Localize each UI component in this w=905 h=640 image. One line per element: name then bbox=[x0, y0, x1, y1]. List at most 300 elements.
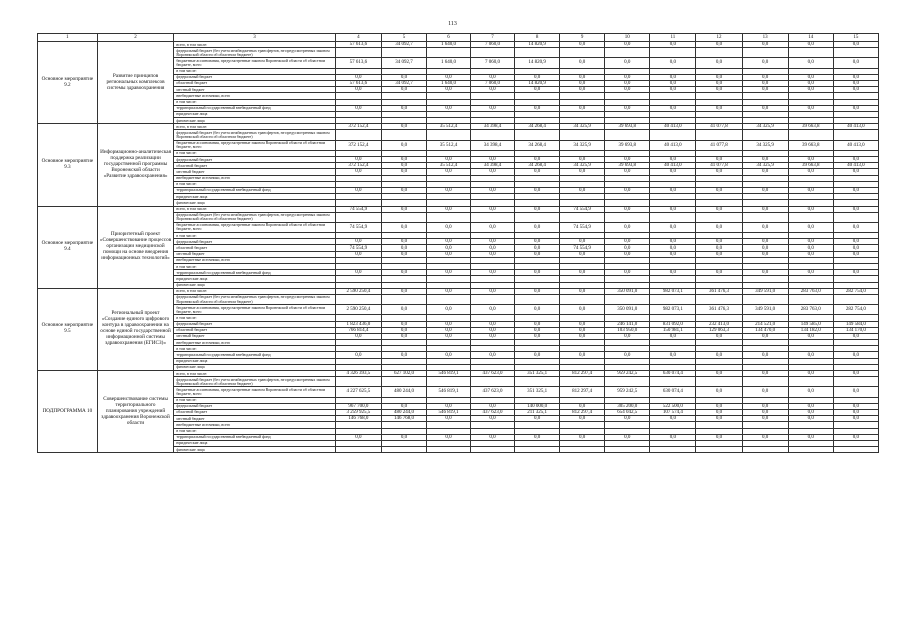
value-cell: 0,0 bbox=[742, 187, 788, 193]
value-cell: 0,0 bbox=[788, 409, 833, 415]
value-cell bbox=[381, 48, 426, 58]
value-cell: 0,0 bbox=[335, 352, 381, 358]
value-cell bbox=[788, 294, 833, 304]
row-label: в том числе: bbox=[174, 181, 335, 187]
value-cell: 0,0 bbox=[381, 251, 426, 257]
row-label: юридические лица bbox=[174, 358, 335, 364]
value-cell: 0,0 bbox=[381, 321, 426, 327]
value-cell: 0,0 bbox=[427, 245, 471, 251]
row-label: областной бюджет bbox=[174, 327, 335, 333]
value-cell: 0,0 bbox=[742, 206, 788, 212]
value-cell bbox=[650, 447, 696, 453]
value-cell: 0,0 bbox=[833, 74, 878, 80]
value-cell: 0,0 bbox=[427, 305, 471, 315]
value-cell bbox=[427, 294, 471, 304]
row-label: внебюджетные источники, всего bbox=[174, 257, 335, 263]
row-label: областной бюджет bbox=[174, 80, 335, 86]
value-cell: 372 152,4 bbox=[335, 124, 381, 130]
value-cell: 0,0 bbox=[833, 245, 878, 251]
value-cell: 7 060,0 bbox=[471, 80, 515, 86]
value-cell: 134 470,0 bbox=[742, 327, 788, 333]
value-cell: 0,0 bbox=[515, 245, 560, 251]
value-cell: 0,0 bbox=[788, 74, 833, 80]
value-cell bbox=[696, 294, 742, 304]
row-label: бюджетные ассигнования, предусмотренные законом Воронежской области об областном бюджете, всего bbox=[174, 140, 335, 150]
value-cell bbox=[605, 447, 650, 453]
value-cell: 0,0 bbox=[515, 434, 560, 440]
value-cell: 41 077,8 bbox=[696, 163, 742, 169]
value-cell bbox=[427, 130, 471, 140]
value-cell bbox=[742, 212, 788, 222]
value-cell: 0,0 bbox=[742, 105, 788, 111]
row-label: юридические лица bbox=[174, 276, 335, 282]
value-cell: 0,0 bbox=[427, 105, 471, 111]
value-cell: 372 152,4 bbox=[335, 140, 381, 150]
value-cell bbox=[742, 130, 788, 140]
value-cell: 437 623,0 bbox=[471, 409, 515, 415]
value-cell: 0,0 bbox=[515, 416, 560, 422]
value-cell: 0,0 bbox=[742, 387, 788, 397]
value-cell bbox=[381, 377, 426, 387]
value-cell: 0,0 bbox=[696, 74, 742, 80]
value-cell: 0,0 bbox=[335, 157, 381, 163]
value-cell: 0,0 bbox=[833, 434, 878, 440]
value-cell: 0,0 bbox=[742, 245, 788, 251]
value-cell: 0,0 bbox=[381, 87, 426, 93]
value-cell: 14 820,9 bbox=[515, 42, 560, 48]
row-label: областной бюджет bbox=[174, 409, 335, 415]
value-cell: 0,0 bbox=[833, 206, 878, 212]
row-label: в том числе: bbox=[174, 233, 335, 239]
value-cell: 0,0 bbox=[696, 352, 742, 358]
row-label: территориальный государственный внебюджетный фонд bbox=[174, 352, 335, 358]
value-cell: 34 268,4 bbox=[515, 124, 560, 130]
measure-code: ПОДПРОГРАММА 10 bbox=[38, 371, 98, 453]
value-cell bbox=[833, 294, 878, 304]
value-cell: 39 693,8 bbox=[605, 124, 650, 130]
value-cell bbox=[560, 48, 605, 58]
value-cell: 283 763,0 bbox=[788, 305, 833, 315]
value-cell: 0,0 bbox=[605, 42, 650, 48]
value-cell bbox=[560, 377, 605, 387]
value-cell: 0,0 bbox=[650, 206, 696, 212]
value-cell: 0,0 bbox=[471, 239, 515, 245]
row-label: федеральный бюджет (без учета межбюджетных трансфертов, не предусмотренных законом Воронежской области об областном бюджете) bbox=[174, 377, 335, 387]
value-cell: 0,0 bbox=[427, 239, 471, 245]
value-cell: 437 623,0 bbox=[471, 387, 515, 397]
value-cell: 146 768,0 bbox=[381, 416, 426, 422]
value-cell bbox=[471, 130, 515, 140]
row-label: федеральный бюджет bbox=[174, 157, 335, 163]
value-cell: 0,0 bbox=[381, 333, 426, 339]
value-cell: 0,0 bbox=[833, 416, 878, 422]
value-cell: 74 554,9 bbox=[560, 206, 605, 212]
value-cell: 149 584,0 bbox=[833, 321, 878, 327]
value-cell: 351 325,1 bbox=[515, 387, 560, 397]
value-cell: 3 259 925,5 bbox=[335, 409, 381, 415]
value-cell: 0,0 bbox=[833, 58, 878, 68]
value-cell bbox=[471, 447, 515, 453]
row-label: бюджетные ассигнования, предусмотренные законом Воронежской области об областном бюджете, всего bbox=[174, 387, 335, 397]
value-cell: 0,0 bbox=[788, 416, 833, 422]
value-cell: 0,0 bbox=[696, 409, 742, 415]
value-cell: 35 512,4 bbox=[427, 140, 471, 150]
value-cell bbox=[381, 294, 426, 304]
value-cell: 0,0 bbox=[742, 434, 788, 440]
value-cell: 39 693,8 bbox=[605, 140, 650, 150]
value-cell: 0,0 bbox=[605, 245, 650, 251]
value-cell: 630 074,4 bbox=[650, 387, 696, 397]
value-cell: 766 814,4 bbox=[335, 327, 381, 333]
value-cell: 0,0 bbox=[605, 239, 650, 245]
value-cell bbox=[833, 447, 878, 453]
value-cell: 0,0 bbox=[742, 333, 788, 339]
value-cell bbox=[742, 447, 788, 453]
value-cell: 0,0 bbox=[427, 288, 471, 294]
measure-title: Региональный проект «Создание единого цифрового контура в здравоохранении на основе единой государственной информационной системы здравоохранения (ЕГИСЗ)» bbox=[97, 288, 174, 370]
value-cell: 0,0 bbox=[471, 434, 515, 440]
row-label: федеральный бюджет bbox=[174, 403, 335, 409]
value-cell: 0,0 bbox=[427, 187, 471, 193]
value-cell: 0,0 bbox=[833, 239, 878, 245]
value-cell bbox=[471, 48, 515, 58]
value-cell: 14 820,9 bbox=[515, 58, 560, 68]
row-label: федеральный бюджет bbox=[174, 239, 335, 245]
value-cell: 350 091,0 bbox=[605, 305, 650, 315]
value-cell: 0,0 bbox=[427, 74, 471, 80]
value-cell: 34 268,4 bbox=[515, 163, 560, 169]
value-cell: 34 398,4 bbox=[471, 140, 515, 150]
measure-title: Совершенствование системы территориального планирования учреждений здравоохранения Воронежской области bbox=[97, 371, 174, 453]
row-label: юридические лица bbox=[174, 111, 335, 117]
value-cell: 0,0 bbox=[696, 169, 742, 175]
measure-code: Основное мероприятие 9.5 bbox=[38, 288, 98, 370]
row-label: физические лица bbox=[174, 364, 335, 370]
value-cell bbox=[471, 377, 515, 387]
value-cell: 0,0 bbox=[560, 87, 605, 93]
value-cell: 0,0 bbox=[471, 169, 515, 175]
header-cell: 7 bbox=[471, 34, 515, 42]
value-cell: 0,0 bbox=[696, 387, 742, 397]
budget-table bbox=[37, 33, 879, 453]
value-cell: 480 244,0 bbox=[381, 387, 426, 397]
value-cell: 0,0 bbox=[471, 305, 515, 315]
value-cell: 0,0 bbox=[515, 222, 560, 232]
value-cell: 0,0 bbox=[650, 157, 696, 163]
measure-title: Развитие принципов региональных комплексов системы здравоохранения bbox=[97, 42, 174, 124]
value-cell: 0,0 bbox=[560, 58, 605, 68]
value-cell bbox=[560, 294, 605, 304]
value-cell: 0,0 bbox=[560, 416, 605, 422]
value-cell: 0,0 bbox=[427, 169, 471, 175]
value-cell: 0,0 bbox=[471, 416, 515, 422]
value-cell: 0,0 bbox=[833, 352, 878, 358]
value-cell: 0,0 bbox=[605, 58, 650, 68]
row-label: юридические лица bbox=[174, 194, 335, 200]
row-label: местный бюджет bbox=[174, 333, 335, 339]
value-cell: 74 554,9 bbox=[335, 206, 381, 212]
value-cell bbox=[696, 377, 742, 387]
value-cell: 0,0 bbox=[833, 371, 878, 377]
value-cell: 57 613,6 bbox=[335, 58, 381, 68]
value-cell bbox=[742, 377, 788, 387]
value-cell: 0,0 bbox=[696, 157, 742, 163]
value-cell: 0,0 bbox=[560, 74, 605, 80]
value-cell bbox=[427, 377, 471, 387]
value-cell: 0,0 bbox=[335, 87, 381, 93]
value-cell: 0,0 bbox=[696, 251, 742, 257]
value-cell: 146 768,0 bbox=[335, 416, 381, 422]
value-cell: 831 092,0 bbox=[650, 321, 696, 327]
row-label: местный бюджет bbox=[174, 251, 335, 257]
value-cell: 0,0 bbox=[742, 80, 788, 86]
value-cell: 0,0 bbox=[788, 245, 833, 251]
value-cell: 349 591,0 bbox=[742, 305, 788, 315]
value-cell bbox=[650, 48, 696, 58]
value-cell: 149 585,0 bbox=[788, 321, 833, 327]
value-cell: 546 819,1 bbox=[427, 371, 471, 377]
value-cell: 959 242,5 bbox=[605, 371, 650, 377]
value-cell: 0,0 bbox=[833, 42, 878, 48]
value-cell: 57 613,6 bbox=[335, 80, 381, 86]
row-label: местный бюджет bbox=[174, 169, 335, 175]
value-cell: 0,0 bbox=[381, 105, 426, 111]
value-cell: 0,0 bbox=[560, 305, 605, 315]
value-cell: 0,0 bbox=[471, 206, 515, 212]
value-cell: 0,0 bbox=[605, 187, 650, 193]
value-cell: 41 077,8 bbox=[696, 140, 742, 150]
row-label: в том числе: bbox=[174, 264, 335, 270]
value-cell: 282 754,0 bbox=[833, 288, 878, 294]
value-cell: 0,0 bbox=[650, 74, 696, 80]
value-cell: 283 763,0 bbox=[788, 288, 833, 294]
value-cell: 35 512,4 bbox=[427, 163, 471, 169]
value-cell bbox=[833, 377, 878, 387]
header-cell: 14 bbox=[788, 34, 833, 42]
row-label: в том числе: bbox=[174, 428, 335, 434]
value-cell: 34 325,9 bbox=[742, 140, 788, 150]
value-cell: 0,0 bbox=[381, 222, 426, 232]
value-cell: 0,0 bbox=[833, 251, 878, 257]
value-cell: 14 820,9 bbox=[515, 80, 560, 86]
value-cell: 129 063,3 bbox=[696, 327, 742, 333]
value-cell: 0,0 bbox=[650, 333, 696, 339]
row-label: физические лица bbox=[174, 282, 335, 288]
value-cell: 0,0 bbox=[560, 321, 605, 327]
value-cell: 0,0 bbox=[696, 403, 742, 409]
value-cell bbox=[742, 48, 788, 58]
value-cell: 0,0 bbox=[515, 87, 560, 93]
value-cell bbox=[427, 212, 471, 222]
header-cell: 9 bbox=[560, 34, 605, 42]
value-cell: 0,0 bbox=[381, 124, 426, 130]
value-cell: 0,0 bbox=[471, 187, 515, 193]
value-cell: 0,0 bbox=[650, 270, 696, 276]
value-cell: 0,0 bbox=[605, 105, 650, 111]
header-cell: 10 bbox=[605, 34, 650, 42]
value-cell: 0,0 bbox=[560, 105, 605, 111]
value-cell bbox=[515, 212, 560, 222]
value-cell: 107 574,4 bbox=[650, 409, 696, 415]
value-cell: 546 819,1 bbox=[427, 409, 471, 415]
value-cell: 0,0 bbox=[696, 187, 742, 193]
value-cell: 0,0 bbox=[605, 87, 650, 93]
value-cell: 0,0 bbox=[381, 403, 426, 409]
value-cell: 0,0 bbox=[560, 80, 605, 86]
value-cell: 0,0 bbox=[788, 403, 833, 409]
value-cell: 0,0 bbox=[605, 352, 650, 358]
value-cell: 0,0 bbox=[427, 321, 471, 327]
value-cell: 0,0 bbox=[605, 416, 650, 422]
measure-code: Основное мероприятие 9.3 bbox=[38, 124, 98, 206]
value-cell: 0,0 bbox=[471, 403, 515, 409]
row-label: всего, в том числе: bbox=[174, 371, 335, 377]
value-cell: 0,0 bbox=[650, 251, 696, 257]
value-cell: 0,0 bbox=[471, 327, 515, 333]
value-cell bbox=[335, 130, 381, 140]
row-label: в том числе: bbox=[174, 99, 335, 105]
value-cell: 0,0 bbox=[427, 403, 471, 409]
value-cell: 0,0 bbox=[515, 321, 560, 327]
row-label: в том числе: bbox=[174, 346, 335, 352]
value-cell bbox=[381, 447, 426, 453]
row-label: внебюджетные источники, всего bbox=[174, 93, 335, 99]
value-cell: 0,0 bbox=[696, 333, 742, 339]
value-cell: 0,0 bbox=[471, 352, 515, 358]
value-cell: 134 170,0 bbox=[833, 327, 878, 333]
measure-title: Информационно-аналитическая поддержка реализации государственной программы Воронежской области «Развитие здравоохранения» bbox=[97, 124, 174, 206]
value-cell bbox=[427, 447, 471, 453]
value-cell: 0,0 bbox=[650, 352, 696, 358]
value-cell: 437 623,0 bbox=[471, 371, 515, 377]
row-label: бюджетные ассигнования, предусмотренные законом Воронежской области об областном бюджете, всего bbox=[174, 305, 335, 315]
value-cell: 0,0 bbox=[833, 169, 878, 175]
value-cell: 74 554,9 bbox=[335, 222, 381, 232]
value-cell bbox=[788, 377, 833, 387]
value-cell: 0,0 bbox=[381, 270, 426, 276]
value-cell: 0,0 bbox=[833, 157, 878, 163]
row-label: внебюджетные источники, всего bbox=[174, 422, 335, 428]
value-cell: 34 325,9 bbox=[560, 163, 605, 169]
value-cell bbox=[742, 294, 788, 304]
value-cell bbox=[650, 130, 696, 140]
value-cell bbox=[515, 377, 560, 387]
value-cell: 39 663,8 bbox=[788, 124, 833, 130]
value-cell: 0,0 bbox=[560, 352, 605, 358]
value-cell: 0,0 bbox=[742, 251, 788, 257]
value-cell: 0,0 bbox=[427, 251, 471, 257]
value-cell: 0,0 bbox=[742, 74, 788, 80]
value-cell: 0,0 bbox=[742, 409, 788, 415]
row-label: местный бюджет bbox=[174, 87, 335, 93]
value-cell bbox=[605, 48, 650, 58]
value-cell: 0,0 bbox=[515, 288, 560, 294]
row-label: территориальный государственный внебюджетный фонд bbox=[174, 105, 335, 111]
value-cell: 351 325,1 bbox=[515, 371, 560, 377]
value-cell: 0,0 bbox=[381, 187, 426, 193]
value-cell: 0,0 bbox=[833, 387, 878, 397]
value-cell: 34 268,4 bbox=[515, 140, 560, 150]
value-cell: 0,0 bbox=[427, 352, 471, 358]
value-cell: 0,0 bbox=[471, 222, 515, 232]
value-cell: 0,0 bbox=[788, 270, 833, 276]
value-cell: 0,0 bbox=[605, 157, 650, 163]
header-cell: 3 bbox=[174, 34, 335, 42]
value-cell: 34 325,9 bbox=[742, 163, 788, 169]
value-cell: 0,0 bbox=[471, 245, 515, 251]
value-cell: 0,0 bbox=[742, 416, 788, 422]
value-cell: 372 152,4 bbox=[335, 163, 381, 169]
value-cell: 0,0 bbox=[381, 305, 426, 315]
value-cell: 2 590 250,4 bbox=[335, 288, 381, 294]
value-cell: 0,0 bbox=[335, 333, 381, 339]
value-cell: 0,0 bbox=[696, 239, 742, 245]
value-cell: 305 200,0 bbox=[605, 403, 650, 409]
value-cell: 1 823 436,0 bbox=[335, 321, 381, 327]
value-cell: 40 413,0 bbox=[650, 140, 696, 150]
value-cell: 0,0 bbox=[471, 74, 515, 80]
value-cell: 982 073,1 bbox=[650, 288, 696, 294]
value-cell bbox=[515, 48, 560, 58]
value-cell: 0,0 bbox=[560, 187, 605, 193]
header-cell: 2 bbox=[97, 34, 174, 42]
value-cell: 0,0 bbox=[788, 169, 833, 175]
value-cell: 0,0 bbox=[515, 206, 560, 212]
value-cell: 34 092,7 bbox=[381, 80, 426, 86]
value-cell: 0,0 bbox=[427, 333, 471, 339]
value-cell: 34 325,9 bbox=[560, 140, 605, 150]
value-cell bbox=[335, 212, 381, 222]
value-cell: 0,0 bbox=[833, 333, 878, 339]
value-cell: 0,0 bbox=[605, 169, 650, 175]
value-cell: 40 413,0 bbox=[650, 163, 696, 169]
value-cell: 0,0 bbox=[471, 270, 515, 276]
value-cell: 0,0 bbox=[560, 239, 605, 245]
value-cell: 0,0 bbox=[788, 387, 833, 397]
value-cell: 0,0 bbox=[742, 87, 788, 93]
value-cell: 39 663,8 bbox=[788, 140, 833, 150]
row-label: федеральный бюджет bbox=[174, 321, 335, 327]
value-cell bbox=[650, 377, 696, 387]
row-label: внебюджетные источники, всего bbox=[174, 340, 335, 346]
value-cell: 812 297,4 bbox=[560, 409, 605, 415]
value-cell: 0,0 bbox=[335, 74, 381, 80]
header-cell: 6 bbox=[427, 34, 471, 42]
value-cell: 4 227 625,5 bbox=[335, 387, 381, 397]
value-cell: 812 297,4 bbox=[560, 371, 605, 377]
value-cell: 0,0 bbox=[833, 105, 878, 111]
row-label: в том числе: bbox=[174, 150, 335, 156]
value-cell: 0,0 bbox=[650, 187, 696, 193]
value-cell: 0,0 bbox=[605, 206, 650, 212]
value-cell: 0,0 bbox=[788, 251, 833, 257]
value-cell: 361 476,3 bbox=[696, 305, 742, 315]
value-cell: 0,0 bbox=[833, 187, 878, 193]
value-cell: 0,0 bbox=[381, 140, 426, 150]
value-cell: 0,0 bbox=[696, 434, 742, 440]
row-label: бюджетные ассигнования, предусмотренные законом Воронежской области об областном бюджете, всего bbox=[174, 58, 335, 68]
value-cell: 74 554,9 bbox=[560, 245, 605, 251]
value-cell: 0,0 bbox=[471, 157, 515, 163]
row-label: юридические лица bbox=[174, 440, 335, 446]
value-cell: 0,0 bbox=[650, 222, 696, 232]
value-cell: 0,0 bbox=[381, 239, 426, 245]
value-cell: 103 950,0 bbox=[605, 327, 650, 333]
value-cell: 74 554,9 bbox=[335, 245, 381, 251]
value-cell: 0,0 bbox=[560, 270, 605, 276]
row-label: федеральный бюджет (без учета межбюджетных трансфертов, не предусмотренных законом Воронежской области об областном бюджете) bbox=[174, 130, 335, 140]
value-cell: 0,0 bbox=[515, 305, 560, 315]
